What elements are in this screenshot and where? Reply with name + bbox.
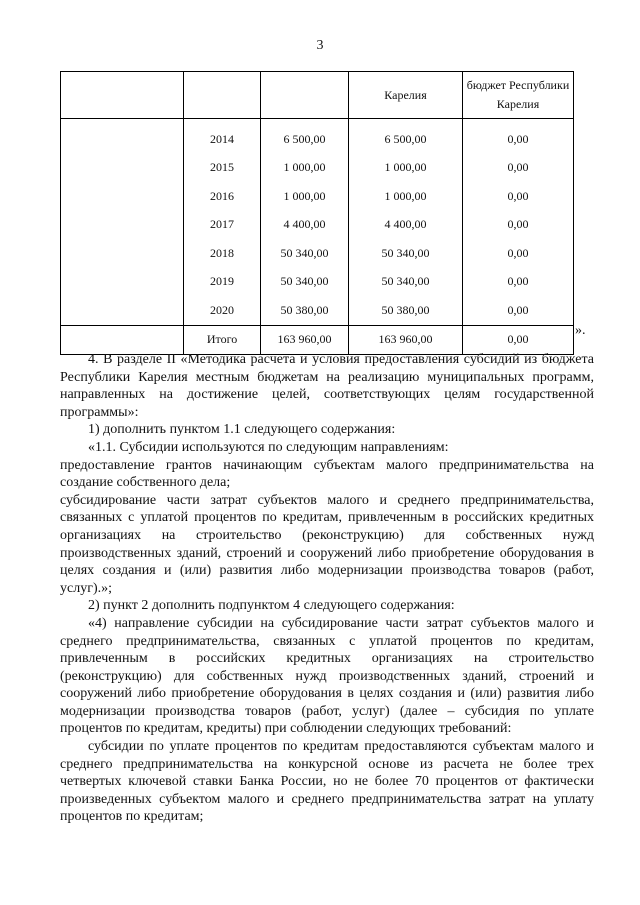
total-label: Итого — [184, 325, 261, 354]
document-body — [60, 351, 594, 826]
table-empty-cell — [61, 119, 184, 154]
amount-cell: 0,00 — [463, 239, 574, 268]
amount-cell: 50 340,00 — [349, 239, 463, 268]
amount-cell: 50 340,00 — [261, 239, 349, 268]
table-row — [61, 296, 574, 325]
table-total-row — [61, 325, 574, 354]
amount-cell: 1 000,00 — [261, 154, 349, 183]
amount-cell: 1 000,00 — [349, 182, 463, 211]
table-header-cell: бюджет Республики Карелия — [463, 72, 574, 119]
table-row — [61, 239, 574, 268]
table-row — [61, 268, 574, 297]
paragraph: субсидирование части затрат субъектов малого и среднего предпринимательства, связанных с уплатой процентов по кредитам, привлеченным в российских кредитных организациях на строительство (реконструкцию) для собственных нужд производственных зданий, строений и сооружений либо приобретение оборудования в целях создания и (или) развития либо модернизации производства товаров (работ, услуг).»; — [60, 492, 594, 596]
amount-cell: 0,00 — [463, 268, 574, 297]
amount-cell: 0,00 — [463, 296, 574, 325]
table-row — [61, 182, 574, 211]
amount-cell: 6 500,00 — [261, 119, 349, 154]
total-amount-cell: 0,00 — [463, 325, 574, 354]
table-header-cell — [261, 72, 349, 119]
table-empty-cell — [61, 296, 184, 325]
year-cell: 2015 — [184, 154, 261, 183]
table-header-row — [61, 72, 574, 119]
amount-cell: 1 000,00 — [261, 182, 349, 211]
table-row — [61, 119, 574, 154]
amount-cell: 50 380,00 — [261, 296, 349, 325]
year-cell: 2017 — [184, 211, 261, 240]
table-empty-cell — [61, 211, 184, 240]
paragraph: 4. В разделе II «Методика расчета и условия предоставления субсидий из бюджета Республики Карелия местным бюджетам на реализацию муниципальных программ, направленных на достижение целей, соответствующих целям государственной программы»: — [60, 352, 594, 420]
closing-quote-mark: ». — [575, 323, 586, 338]
table-empty-cell — [61, 268, 184, 297]
amount-cell: 50 340,00 — [261, 268, 349, 297]
table-header-cell — [61, 72, 184, 119]
table-row — [61, 154, 574, 183]
amount-cell: 50 340,00 — [349, 268, 463, 297]
year-cell: 2019 — [184, 268, 261, 297]
amount-cell: 0,00 — [463, 182, 574, 211]
total-amount-cell: 163 960,00 — [261, 325, 349, 354]
paragraph: «4) направление субсидии на субсидирование части затрат субъектов малого и среднего предпринимательства, связанных с уплатой процентов по кредитам, привлеченным в российских кредитных организациях на строительство (реконструкцию) для собственных нужд производственных зданий, строений и сооружений либо приобретение оборудования в целях создания и (или) развития либо модернизации производства товаров (работ, услуг) (далее – субсидия по уплате процентов по кредитам, кредиты) при соблюдении следующих требований: — [60, 615, 594, 737]
table-empty-cell — [61, 325, 184, 354]
table-empty-cell — [61, 154, 184, 183]
amount-cell: 0,00 — [463, 211, 574, 240]
table-header-cell — [184, 72, 261, 119]
paragraph: «1.1. Субсидии используются по следующим направлениям: — [88, 439, 449, 455]
page-number: 3 — [316, 38, 324, 53]
year-cell: 2016 — [184, 182, 261, 211]
amount-cell: 6 500,00 — [349, 119, 463, 154]
table-header-cell: Карелия — [349, 72, 463, 119]
budget-table — [60, 71, 574, 355]
amount-cell: 0,00 — [463, 154, 574, 183]
table-row — [61, 211, 574, 240]
table-empty-cell — [61, 182, 184, 211]
paragraph: 1) дополнить пунктом 1.1 следующего содержания: — [88, 422, 396, 438]
year-cell: 2020 — [184, 296, 261, 325]
amount-cell: 50 380,00 — [349, 296, 463, 325]
table-empty-cell — [61, 239, 184, 268]
amount-cell: 0,00 — [463, 119, 574, 154]
paragraph: предоставление грантов начинающим субъектам малого предпринимательства на создание собственного дела; — [60, 457, 594, 491]
amount-cell: 1 000,00 — [349, 154, 463, 183]
total-amount-cell: 163 960,00 — [349, 325, 463, 354]
amount-cell: 4 400,00 — [261, 211, 349, 240]
paragraph: 2) пункт 2 дополнить подпунктом 4 следующего содержания: — [88, 598, 455, 614]
year-cell: 2018 — [184, 239, 261, 268]
paragraph: субсидии по уплате процентов по кредитам предоставляются субъектам малого и среднего предпринимательства на конкурсной основе из расчета не более трех четвертых ключевой ставки Банка России, но не более 70 процентов от фактически произведенных субъектом малого и среднего предпринимательства затрат на уплату процентов по кредитам; — [60, 739, 594, 825]
amount-cell: 4 400,00 — [349, 211, 463, 240]
year-cell: 2014 — [184, 119, 261, 154]
